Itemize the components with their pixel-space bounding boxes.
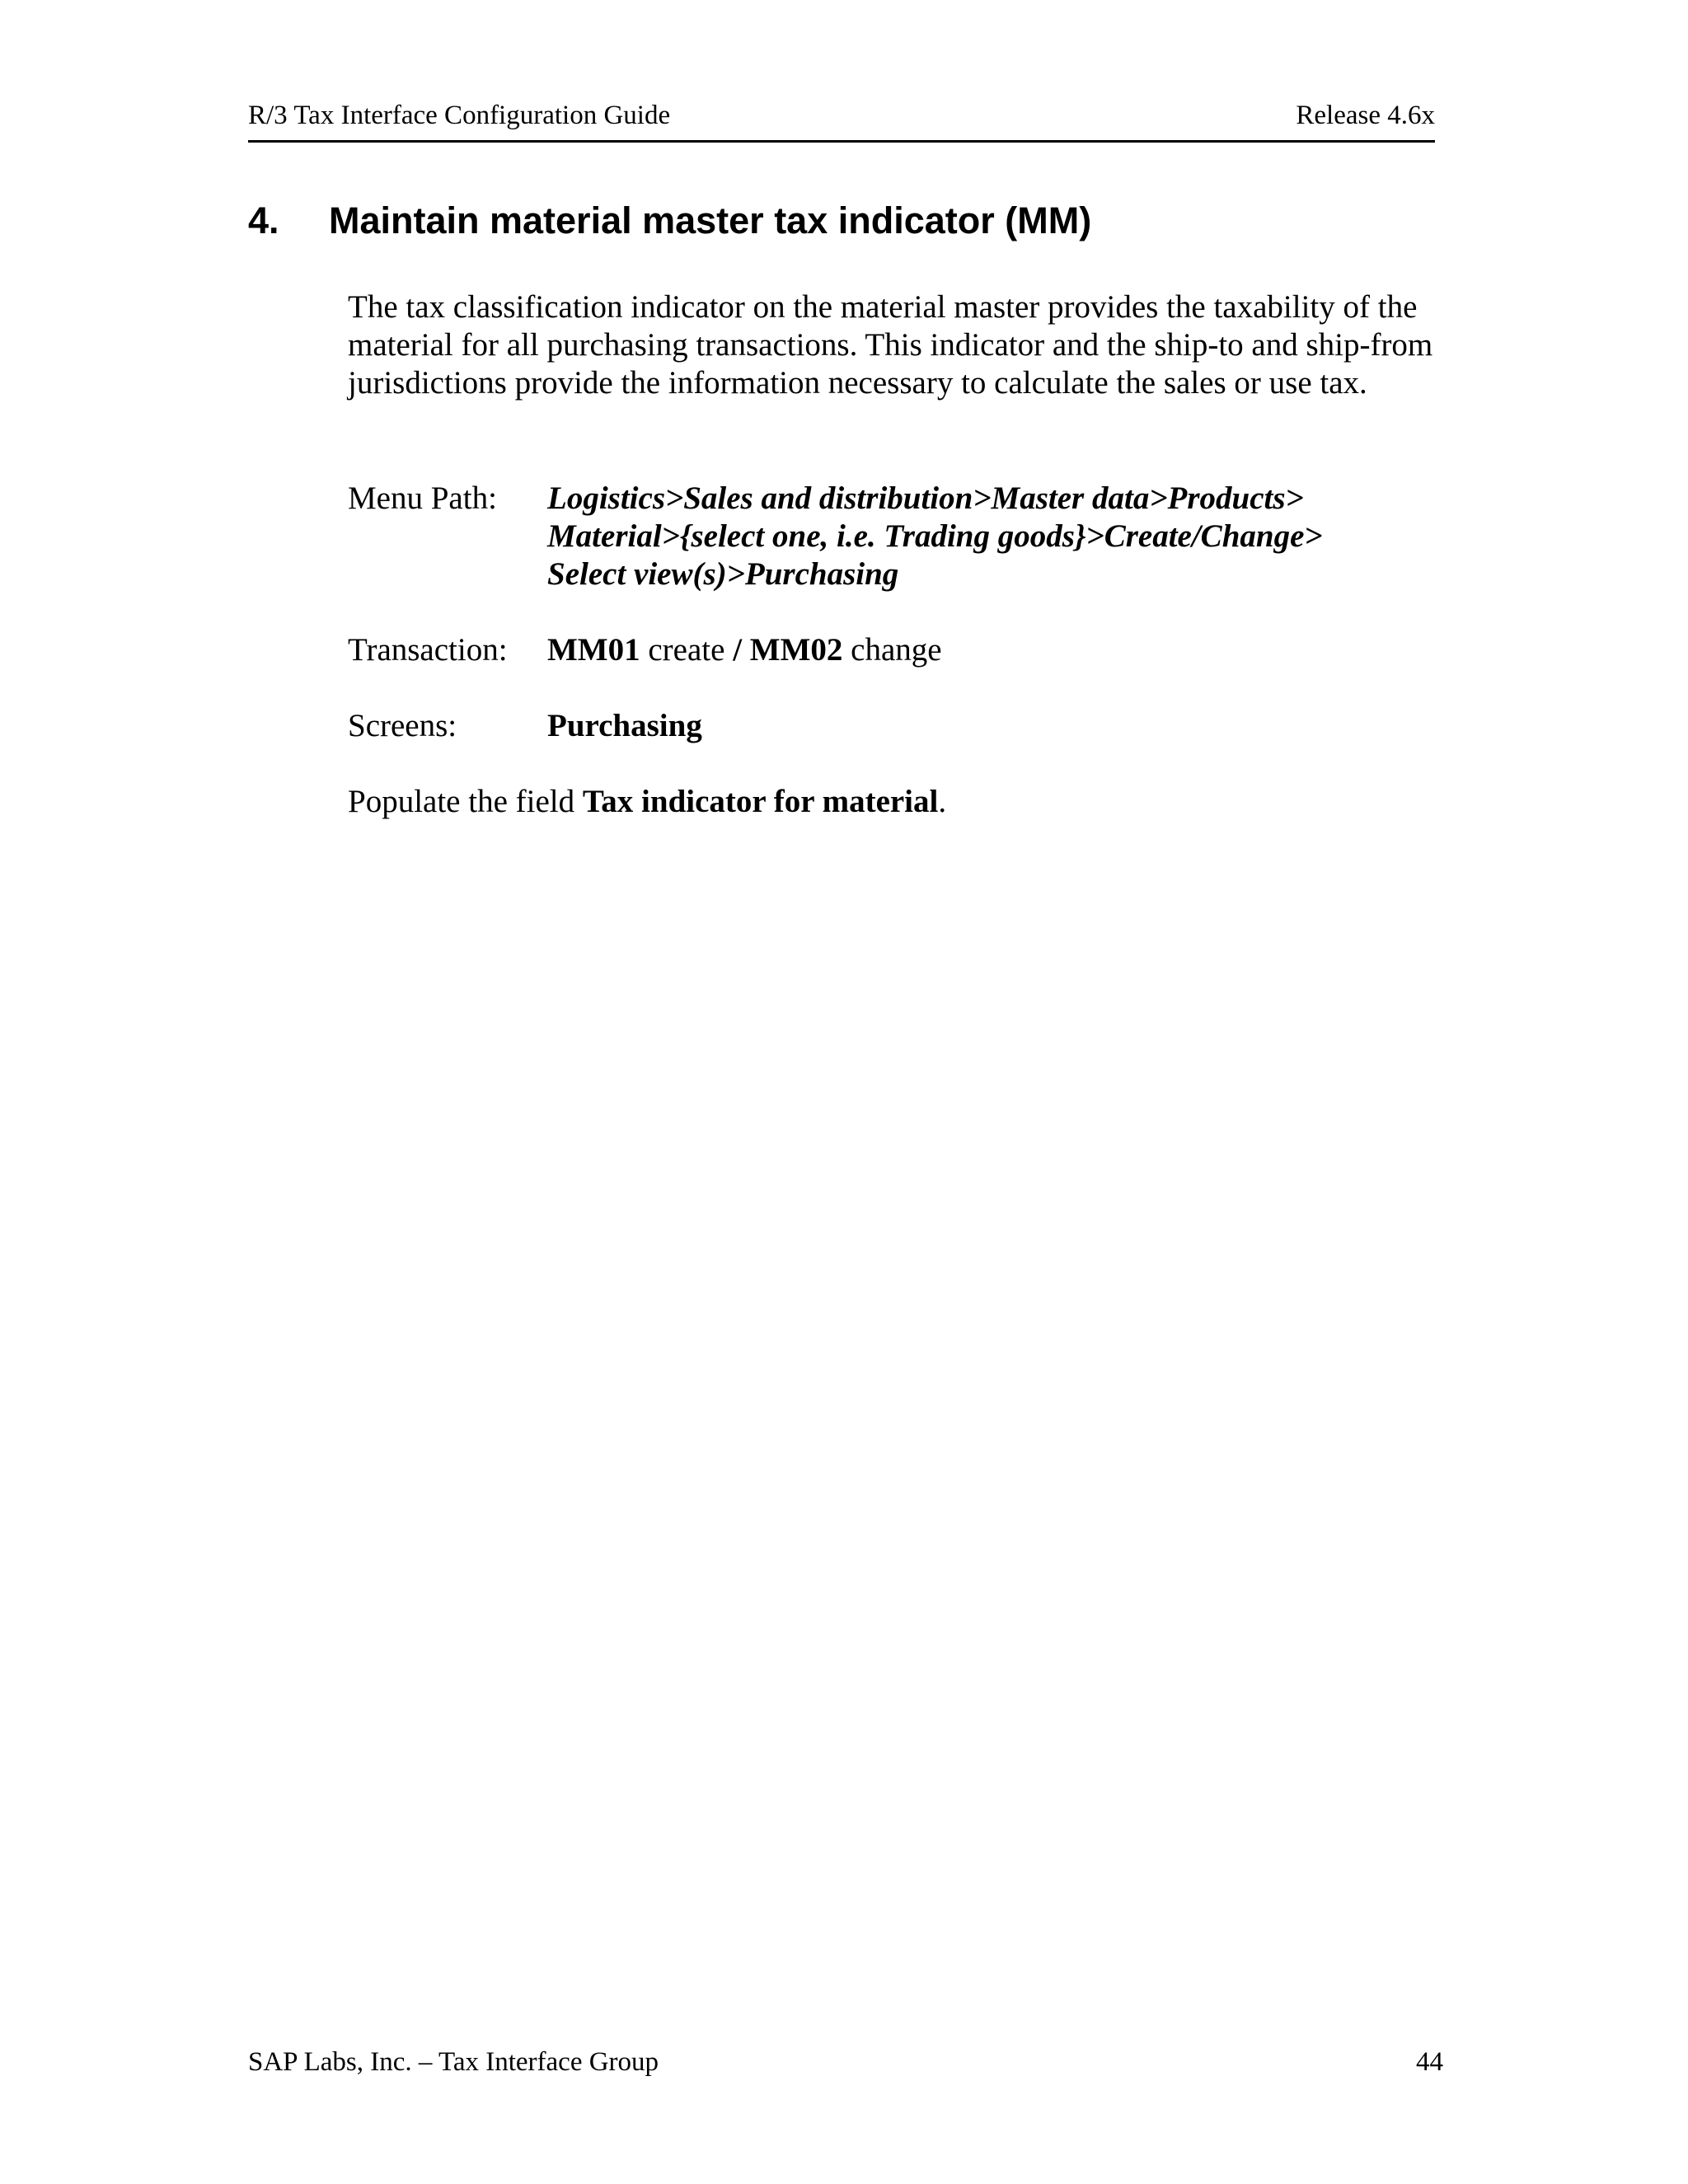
menu-path-line: Material>{select one, i.e. Trading goods}>Create/Change>: [547, 518, 1323, 554]
menu-path-label: Menu Path:: [348, 480, 497, 516]
transaction-value: [547, 631, 942, 669]
transaction-text-create: create: [640, 632, 734, 668]
transaction-separator: /: [733, 632, 743, 668]
section-title: Maintain material master tax indicator (MM): [329, 199, 1092, 241]
transaction-text-change: change: [842, 632, 942, 668]
section-number: 4.: [248, 199, 279, 241]
menu-path-value: [547, 480, 1323, 593]
populate-suffix: .: [938, 784, 947, 819]
populate-field-name: Tax indicator for material: [582, 784, 939, 819]
intro-paragraph: The tax classification indicator on the material master provides the taxability of the material for all purchasing transactions. This indicator and the ship-to and ship-from jurisdictions provide the information necessary to calculate the sales or use tax.: [348, 289, 1433, 401]
page-header: [248, 97, 1435, 143]
populate-instruction: [348, 783, 946, 821]
transaction-label: Transaction:: [348, 632, 508, 668]
footer-org: SAP Labs, Inc. – Tax Interface Group: [248, 2047, 659, 2077]
menu-path-line: Select view(s)>Purchasing: [547, 556, 899, 592]
intro-block: [348, 288, 1444, 402]
header-release: Release 4.6x: [1296, 101, 1435, 130]
screens-label: Screens:: [348, 708, 457, 743]
menu-path-line: Logistics>Sales and distribution>Master data>Products>: [547, 480, 1304, 516]
page-number: 44: [1416, 2047, 1443, 2077]
header-title: R/3 Tax Interface Configuration Guide: [248, 101, 671, 130]
transaction-code-change: MM02: [749, 632, 843, 668]
section-heading: [248, 198, 1091, 244]
populate-prefix: Populate the field: [348, 784, 583, 819]
screens-value: Purchasing: [547, 708, 702, 743]
transaction-code-create: MM01: [547, 632, 640, 668]
